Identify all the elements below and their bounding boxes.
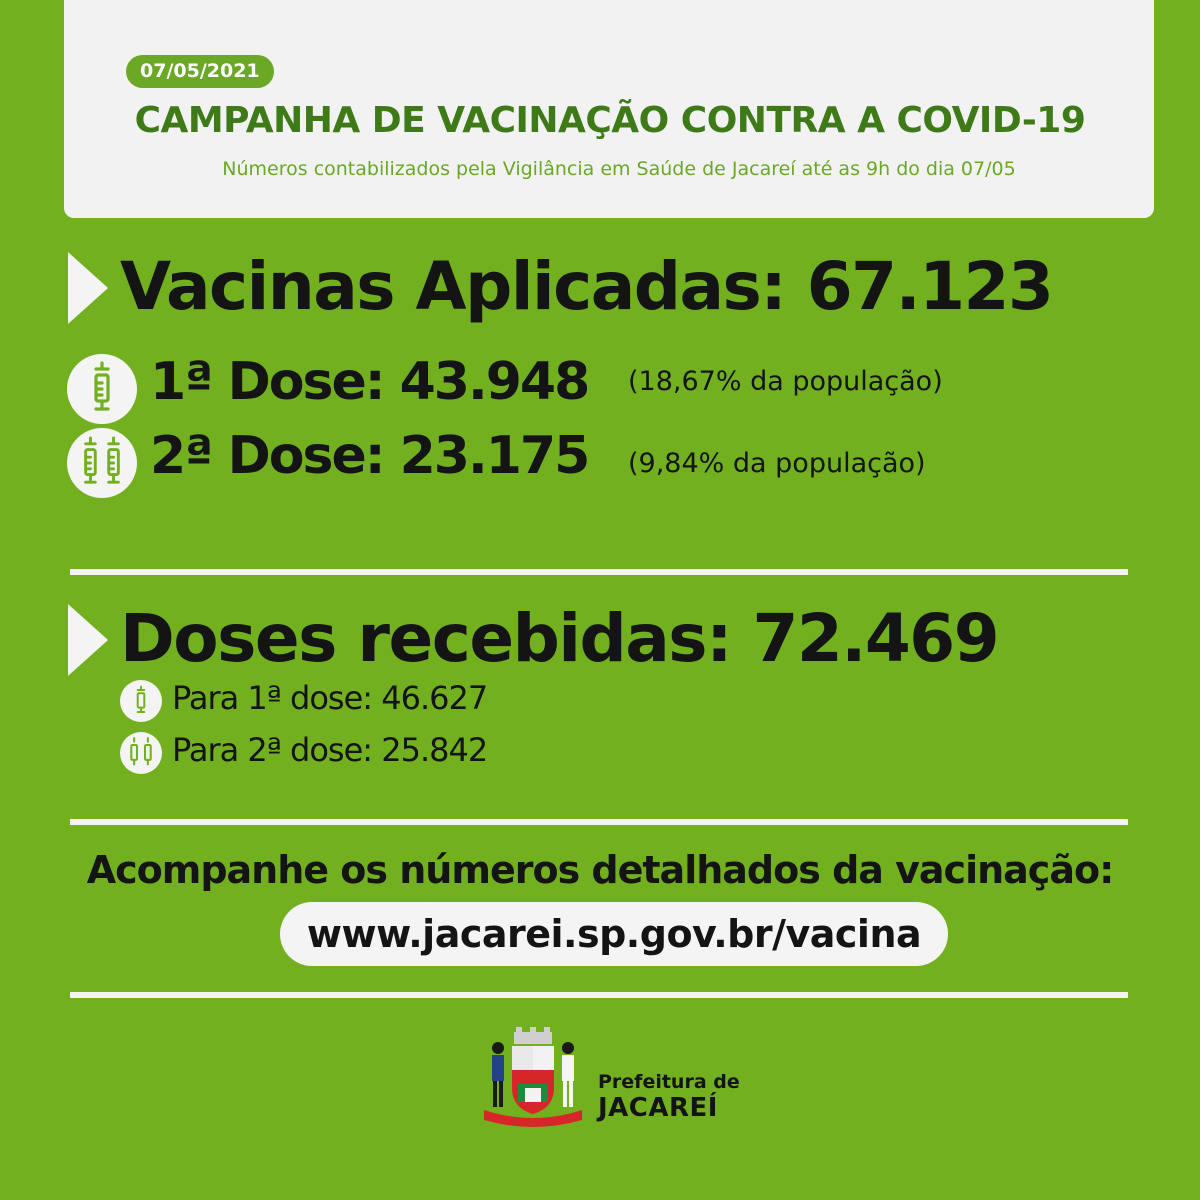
applied-value: 67.123 (806, 248, 1053, 325)
received-heading (120, 600, 998, 677)
vaccine-url-link[interactable]: www.jacarei.sp.gov.br/vacina (280, 902, 948, 966)
divider (70, 992, 1128, 998)
received-second-dose: Para 2ª dose: 25.842 (172, 731, 488, 769)
logo-line2: JACAREÍ (598, 1092, 718, 1123)
date-badge: 07/05/2021 (126, 55, 274, 88)
double-syringe-icon (120, 732, 162, 774)
divider (70, 819, 1128, 825)
second-dose-label: 2ª Dose: (150, 426, 384, 486)
campaign-subtitle: Números contabilizados pela Vigilância em Saúde de Jacareí até as 9h do dia 07/05 (222, 158, 1016, 180)
second-dose-value: 23.175 (399, 426, 589, 486)
campaign-title: CAMPANHA DE VACINAÇÃO CONTRA A COVID-19 (134, 100, 1086, 141)
second-dose-percent: (9,84% da população) (628, 448, 926, 479)
first-dose-value: 43.948 (399, 352, 589, 412)
received-first-dose: Para 1ª dose: 46.627 (172, 679, 488, 717)
syringe-icon (67, 354, 137, 424)
city-coat-of-arms-logo (478, 1022, 588, 1132)
divider (70, 569, 1128, 575)
applied-label: Vacinas Aplicadas: (120, 248, 786, 325)
double-syringe-icon (67, 428, 137, 498)
received-value: 72.469 (752, 600, 999, 677)
syringe-icon (120, 680, 162, 722)
applied-heading (120, 248, 1052, 325)
first-dose-label: 1ª Dose: (150, 352, 384, 412)
received-label: Doses recebidas: (120, 600, 731, 677)
arrow-icon (68, 252, 108, 324)
logo-text (598, 1072, 740, 1124)
first-dose-percent: (18,67% da população) (628, 366, 943, 397)
second-dose-heading (150, 426, 588, 486)
arrow-icon (68, 604, 108, 676)
first-dose-heading (150, 352, 588, 412)
logo-line1: Prefeitura de (598, 1071, 740, 1093)
follow-text: Acompanhe os números detalhados da vacinação: (86, 848, 1114, 892)
